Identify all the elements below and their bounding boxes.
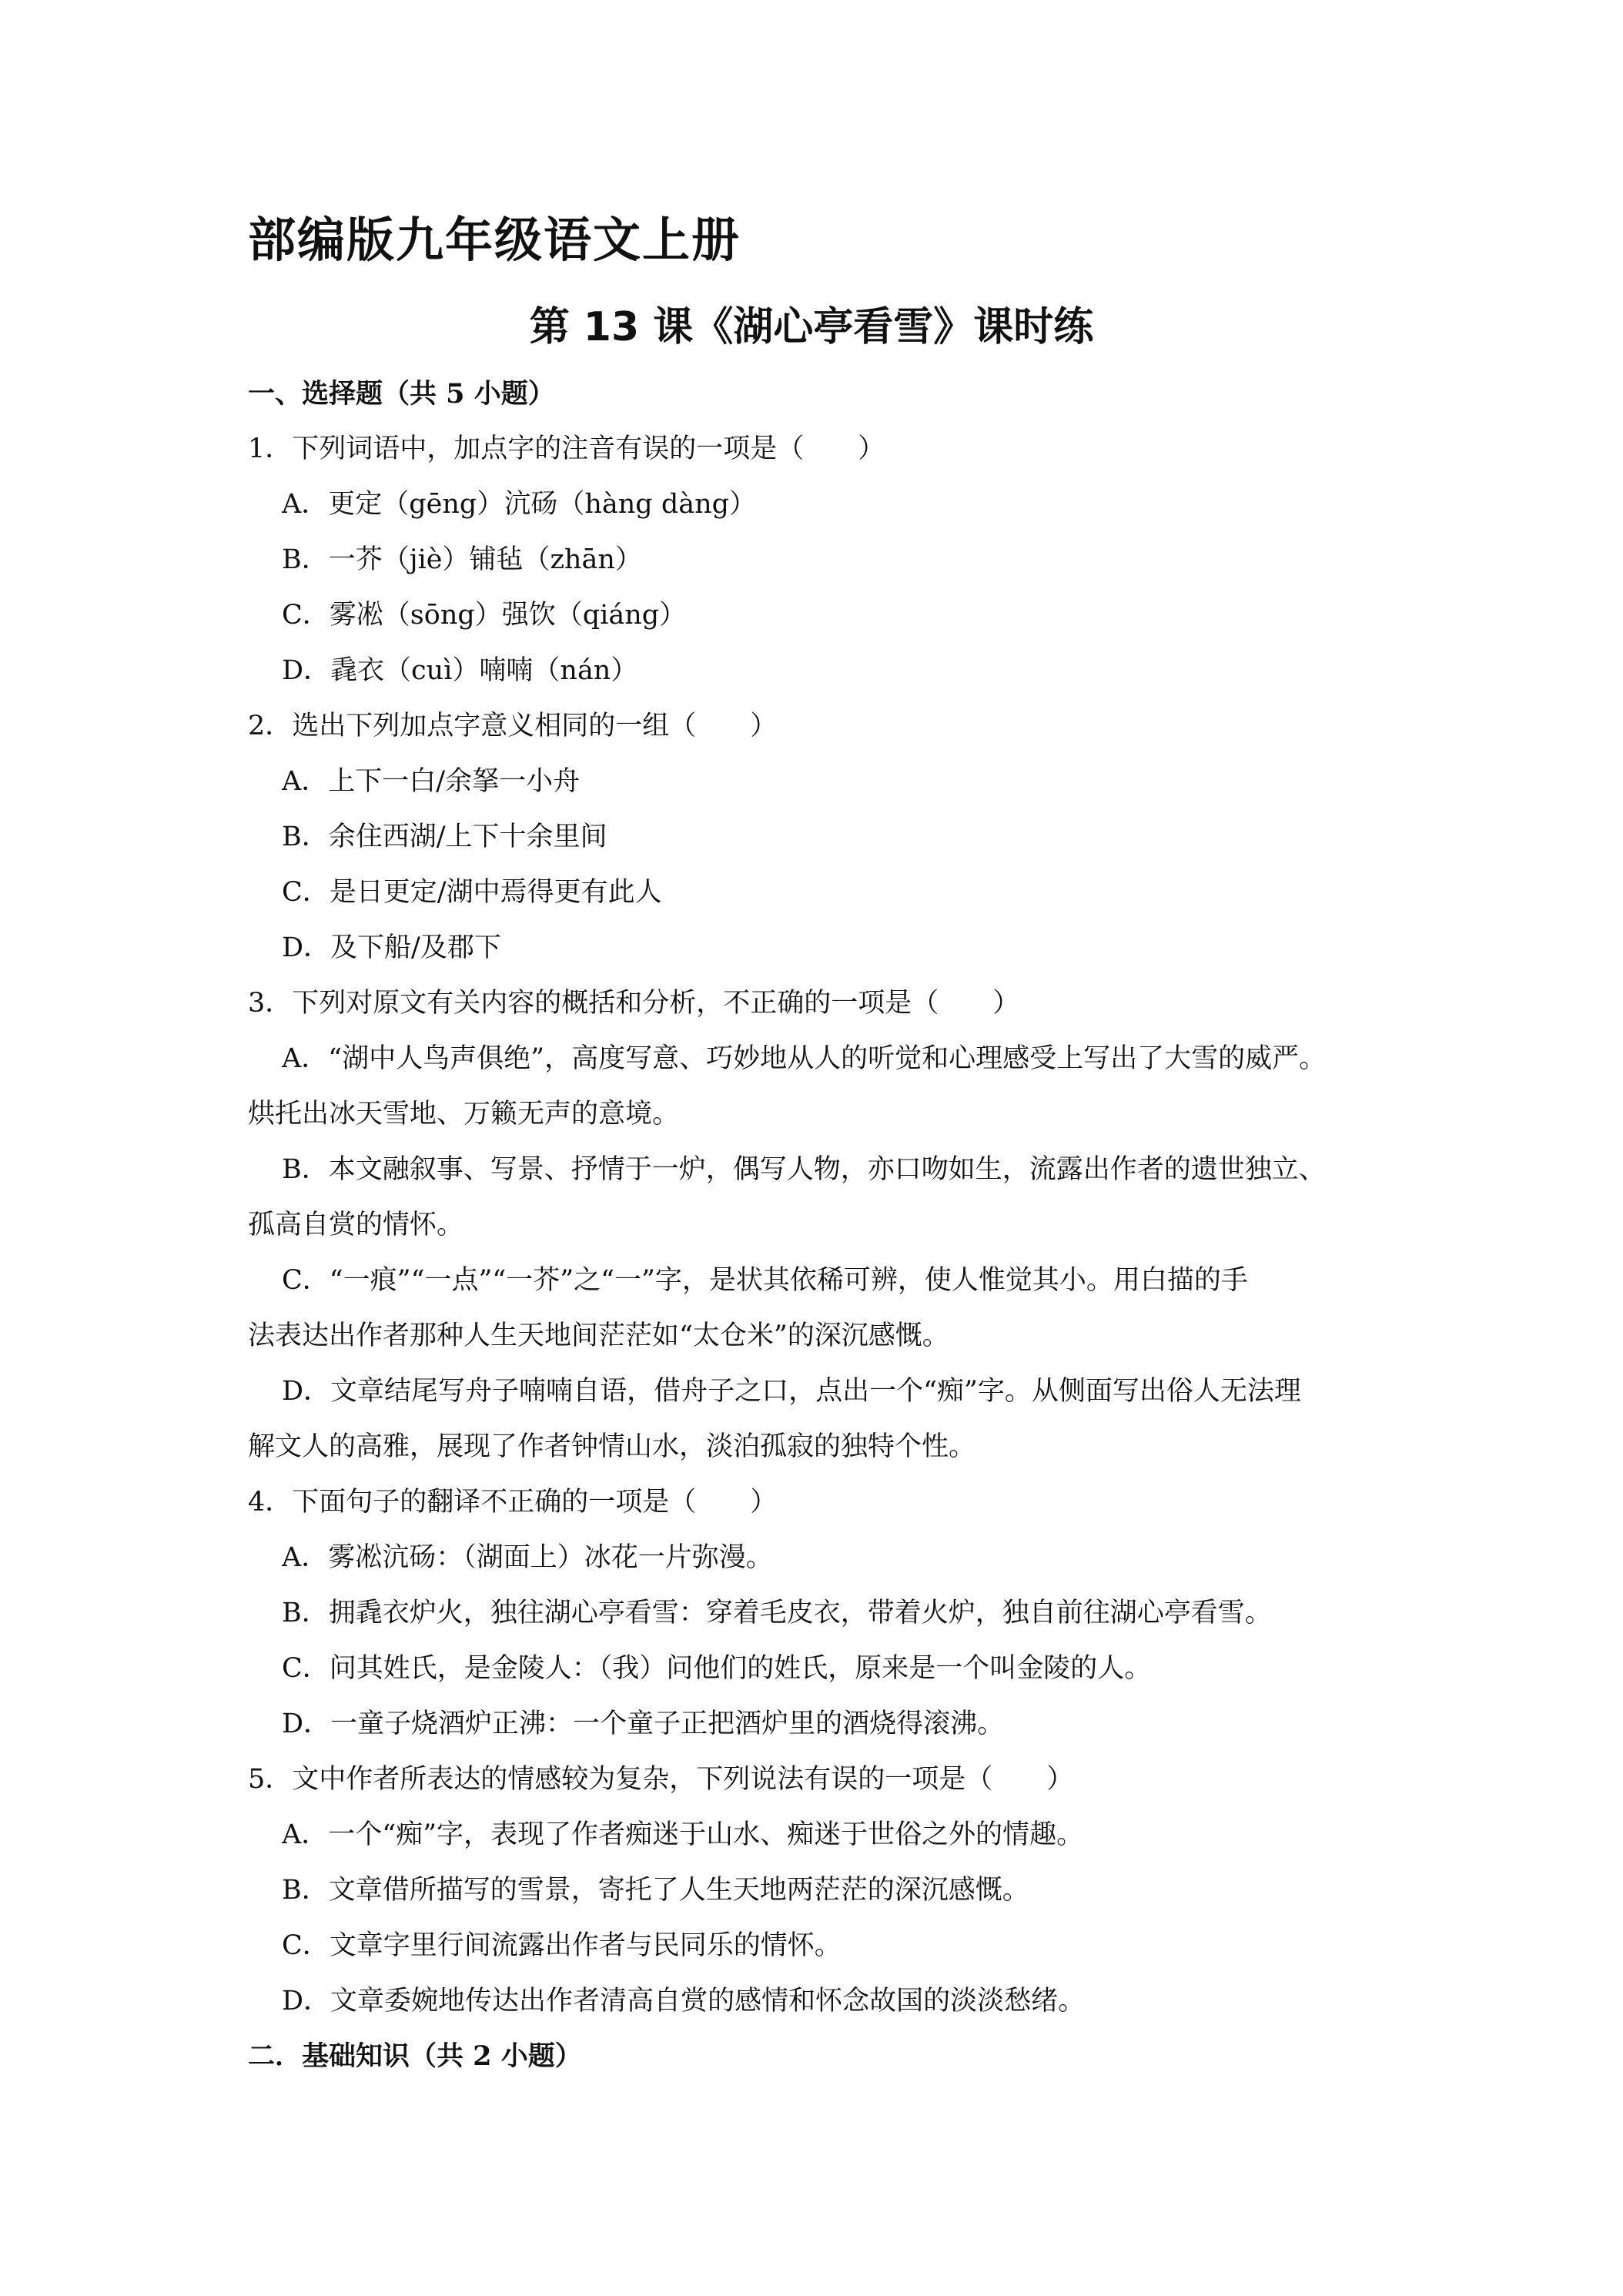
question-option: C．是日更定/湖中焉得更有此人 [282,877,662,908]
question-stem: 2．选出下列加点字意义相同的一组（ ） [248,711,778,741]
question-option: C．文章字里行间流露出作者与民同乐的情怀。 [282,1930,842,1961]
question-option: A．上下一白/余拏一小舟 [282,766,581,797]
question-option-continued: 孤高自赏的情怀。 [248,1210,464,1240]
question-option: C．问其姓氏，是金陵人：（我）问他们的姓氏，原来是一个叫金陵的人。 [282,1653,1152,1684]
question-option-continued: 烘托出冰天雪地、万籁无声的意境。 [248,1099,680,1130]
question-stem: 3．下列对原文有关内容的概括和分析，不正确的一项是（ ） [248,988,1020,1019]
question-option: D．文章结尾写舟子喃喃自语，借舟子之口，点出一个“痴”字。从侧面写出俗人无法理 [282,1376,1301,1407]
document-title: 部编版九年级语文上册 [248,212,741,268]
question-option: B．文章借所描写的雪景，寄托了人生天地两茫茫的深沉感慨。 [282,1875,1029,1906]
question-option: C．“一痕”“一点”“一芥”之“一”字，是状其依稀可辨，使人惟觉其小。用白描的手 [282,1265,1248,1296]
question-option-continued: 解文人的高雅，展现了作者钟情山水，淡泊孤寂的独特个性。 [248,1431,976,1462]
question-option: C．雾凇（sōng）强饮（qiáng） [282,600,687,631]
question-option: B．余住西湖/上下十余里间 [282,822,607,852]
question-option: D．及下船/及郡下 [282,932,501,963]
question-option: A．更定（gēng）沆砀（hàng dàng） [282,489,757,520]
section-heading: 一、选择题（共 5 小题） [248,378,555,410]
question-option: D．毳衣（cuì）喃喃（nán） [282,655,638,686]
section-heading: 二．基础知识（共 2 小题） [248,2040,582,2072]
question-option: B．一芥（jiè）铺毡（zhān） [282,544,642,575]
lesson-title: 第 13 课《湖心亭看雪》课时练 [529,304,1094,350]
question-option-continued: 法表达出作者那种人生天地间茫茫如“太仓米”的深沉感慨。 [248,1320,949,1351]
question-option: D．文章委婉地传达出作者清高自赏的感情和怀念故国的淡淡愁绪。 [282,1986,1086,2017]
question-option: A．一个“痴”字，表现了作者痴迷于山水、痴迷于世俗之外的情趣。 [282,1819,1084,1850]
question-stem: 4．下面句子的翻译不正确的一项是（ ） [248,1487,778,1518]
question-stem: 5．文中作者所表达的情感较为复杂，下列说法有误的一项是（ ） [248,1764,1074,1795]
question-option: D．一童子烧酒炉正沸：一个童子正把酒炉里的酒烧得滚沸。 [282,1709,1005,1739]
question-option: A．“湖中人鸟声俱绝”，高度写意、巧妙地从人的听觉和心理感受上写出了大雪的威严。 [282,1043,1327,1074]
question-option: B．拥毳衣炉火，独往湖心亭看雪：穿着毛皮衣，带着火炉，独自前往湖心亭看雪。 [282,1598,1272,1628]
question-stem: 1．下列词语中，加点字的注音有误的一项是（ ） [248,433,885,464]
question-option: B．本文融叙事、写景、抒情于一炉，偶写人物，亦口吻如生，流露出作者的遗世独立、 [282,1154,1326,1185]
question-option: A．雾凇沆砀：（湖面上）冰花一片弥漫。 [282,1542,773,1573]
